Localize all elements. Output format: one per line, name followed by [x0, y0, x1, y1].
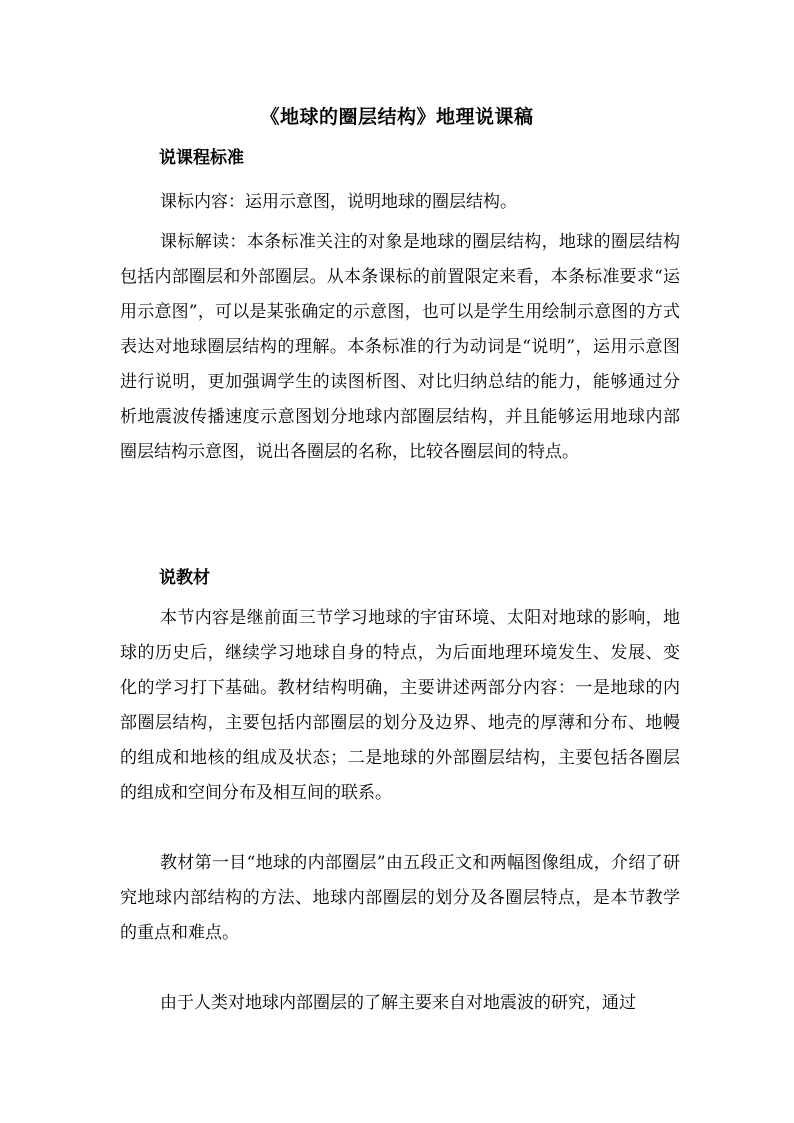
document-title: 《地球的圈层结构》地理说课稿 [260, 106, 534, 128]
section-heading-curriculum-standard: 说课程标准 [159, 148, 244, 168]
paragraph-curriculum-content: 课标内容：运用示意图，说明地球的圈层结构。 [160, 192, 517, 212]
section-heading-textbook: 说教材 [159, 568, 210, 588]
paragraph-textbook-first-section: 教材第一目“地球的内部圈层”由五段正文和两幅图像组成，介绍了研究地球内部结构的方法、地球内部圈层的划分及各圈层特点，是本节教学的重点和难点。 [120, 853, 680, 943]
paragraph-textbook-overview: 本节内容是继前面三节学习地球的宇宙环境、太阳对地球的影响，地球的历史后，继续学习地球自身的特点，为后面地理环境发生、发展、变化的学习打下基础。教材结构明确，主要讲述两部分内容：一是地球的内部圈层结构，主要包括内部圈层的划分及边界、地壳的厚薄和分布、地幔的组成和地核的组成及状态；二是地球的外部圈层结构，主要包括各圈层的组成和空间分布及相互间的联系。 [120, 608, 680, 803]
paragraph-seismic-waves: 由于人类对地球内部圈层的了解主要来自对地震波的研究，通过 [160, 993, 636, 1013]
paragraph-curriculum-interpretation: 课标解读：本条标准关注的对象是地球的圈层结构，地球的圈层结构包括内部圈层和外部圈层。从本条课标的前置限定来看，本条标准要求“运用示意图”，可以是某张确定的示意图，也可以是学生用绘制示意图的方式表达对地球圈层结构的理解。本条标准的行为动词是“说明”，运用示意图进行说明，更加强调学生的读图析图、对比归纳总结的能力，能够通过分析地震波传播速度示意图划分地球内部圈层结构，并且能够运用地球内部圈层结构示意图，说出各圈层的名称，比较各圈层间的特点。 [120, 232, 680, 462]
